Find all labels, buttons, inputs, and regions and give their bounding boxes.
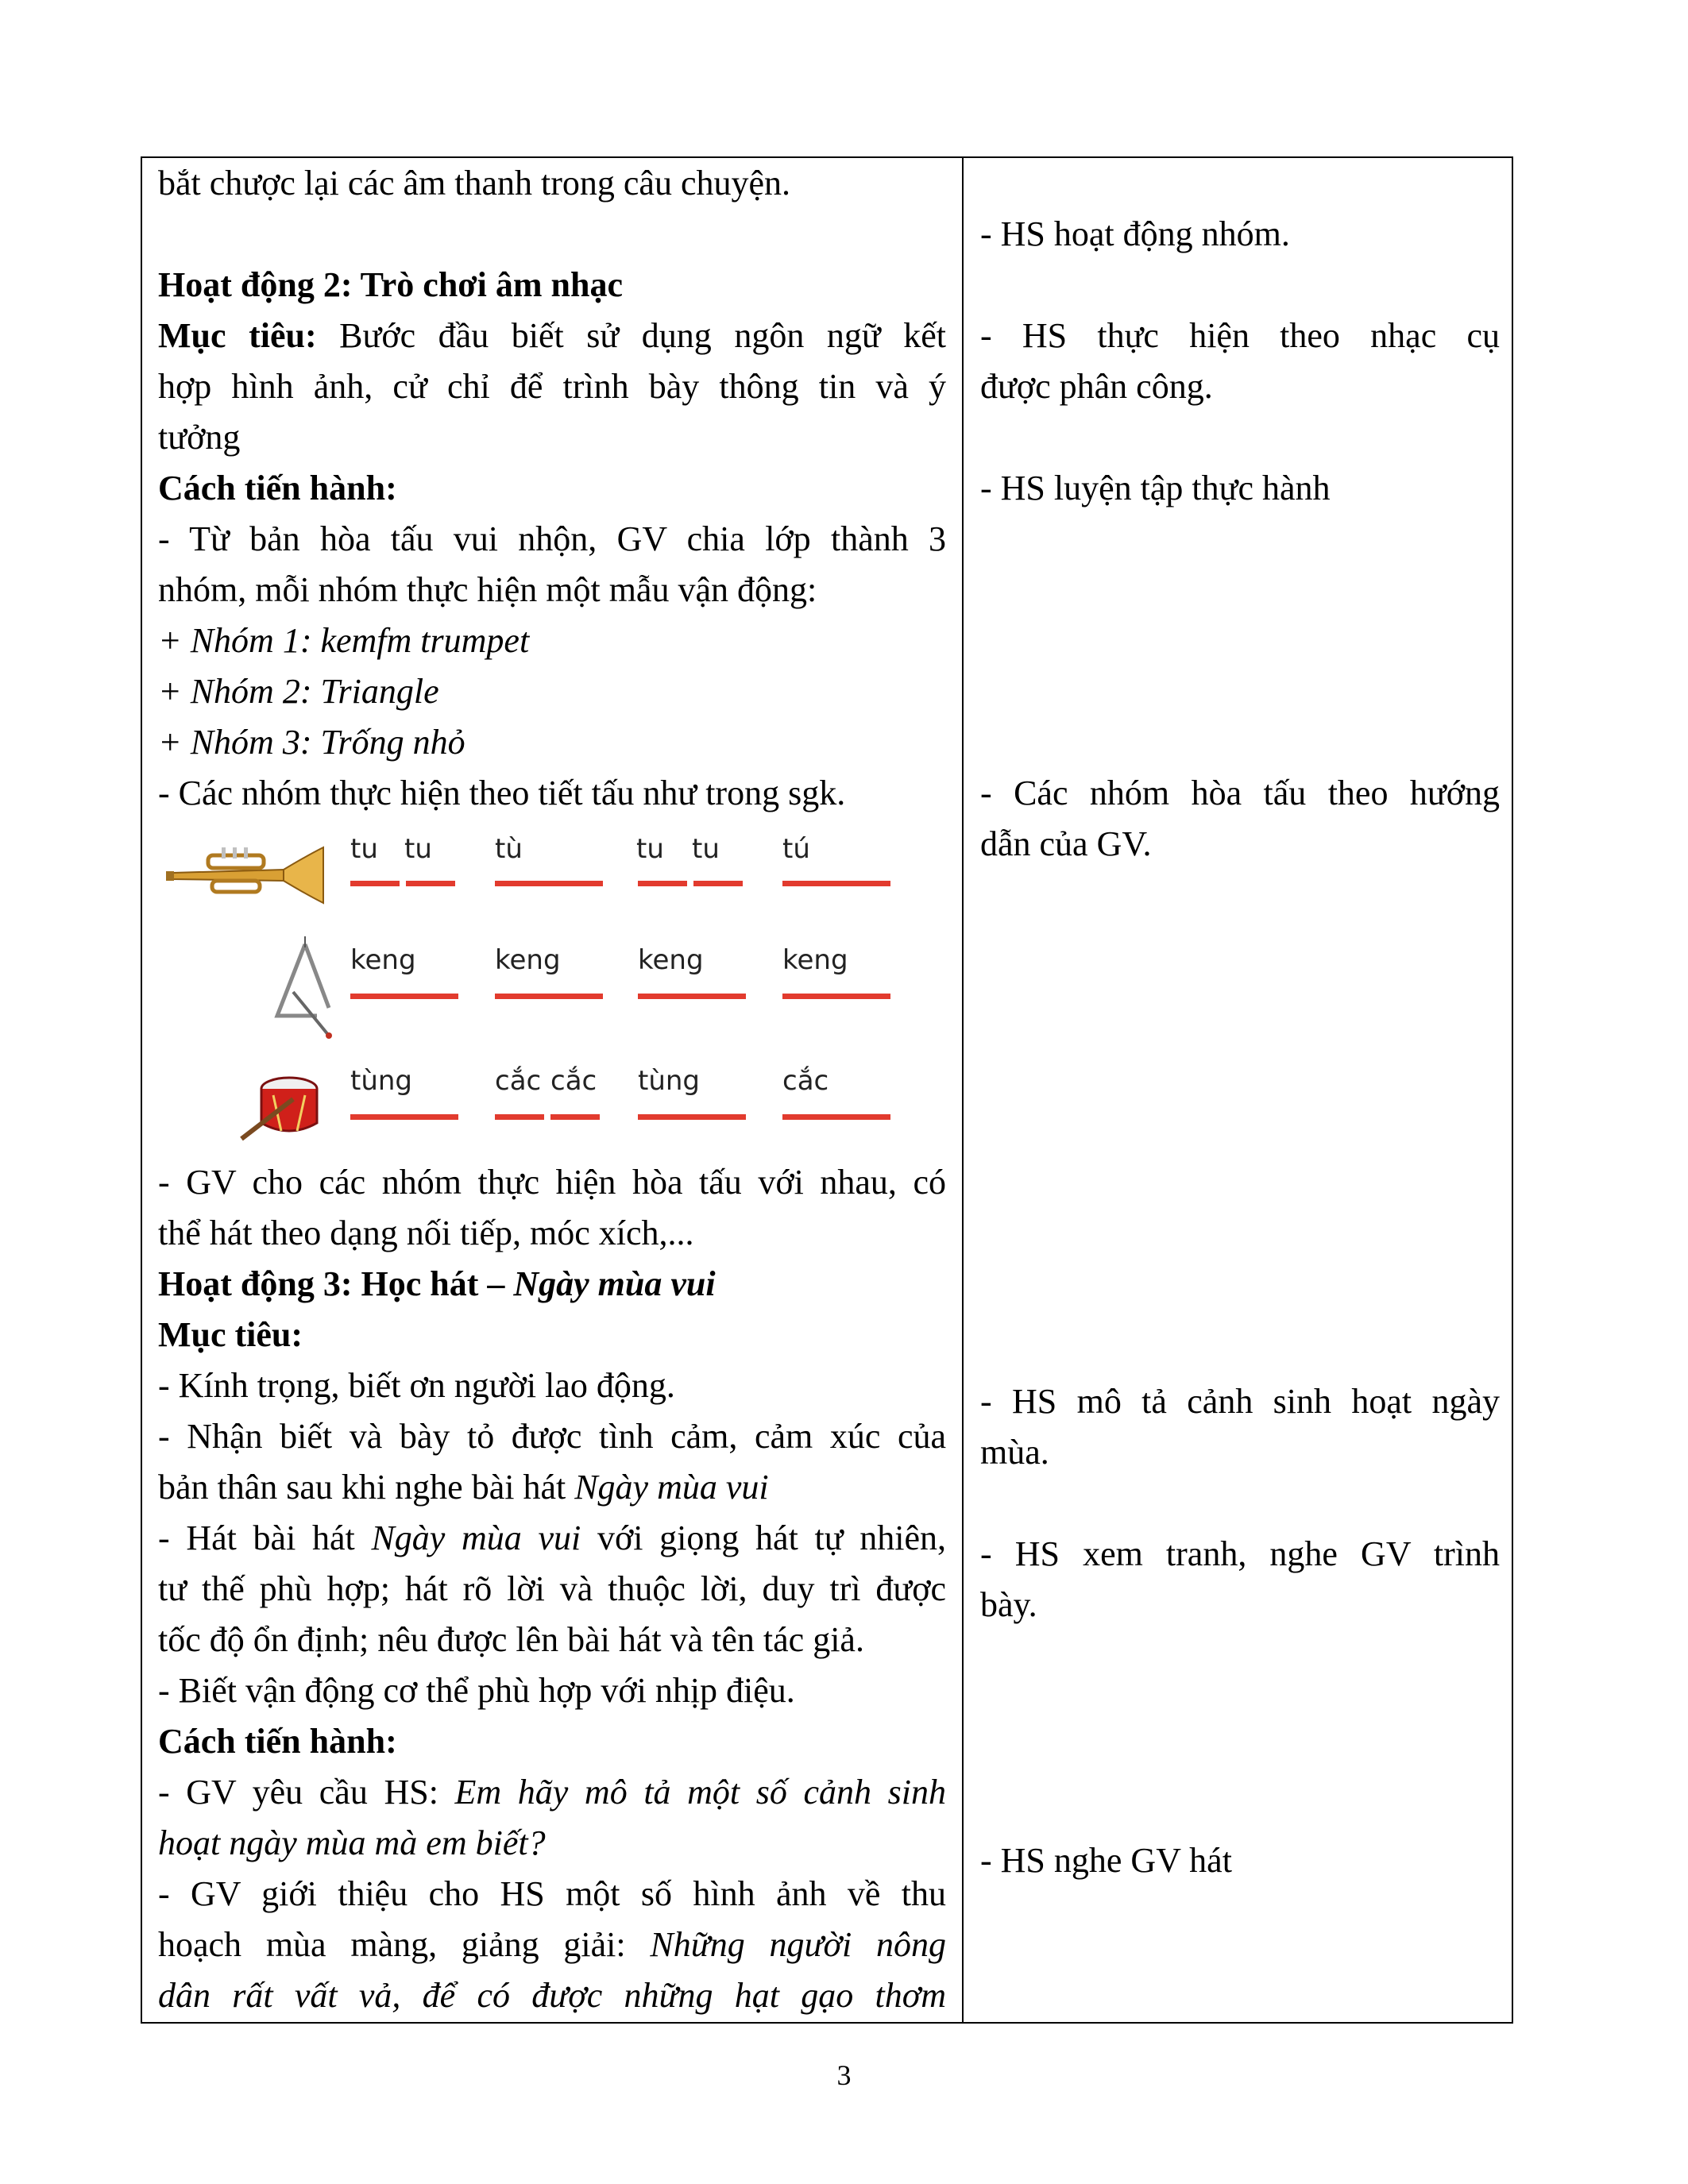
line-intro: bắt chược lại các âm thanh trong câu chuyện. <box>158 164 790 203</box>
rhythm-syllable: cắc <box>782 1065 829 1097</box>
rhythm-bar <box>638 1114 746 1120</box>
rhythm-bar <box>495 994 603 999</box>
rhythm-syllable: tu <box>350 833 378 865</box>
activity3-step2-line2: hoạch mùa màng, giảng giải: Những người nông <box>158 1925 946 1964</box>
student-activity-5-line2: mùa. <box>980 1433 1049 1472</box>
activity2-title: Hoạt động 2: Trò chơi âm nhạc <box>158 265 623 304</box>
activity3-title: Hoạt động 3: Học hát – Ngày mùa vui <box>158 1264 716 1303</box>
rhythm-bar <box>693 881 743 886</box>
rhythm-syllable: cắc <box>495 1065 542 1097</box>
activity3-goal3-line2: tư thế phù hợp; hát rõ lời và thuộc lời, duy trì được <box>158 1569 946 1608</box>
activity3-goal4: - Biết vận động cơ thể phù hợp với nhịp điệu. <box>158 1671 795 1710</box>
activity3-procedure-heading: Cách tiến hành: <box>158 1722 397 1761</box>
rhythm-bar <box>350 881 400 886</box>
activity3-step1-line2: hoạt ngày mùa mà em biết? <box>158 1823 546 1862</box>
group3-item: + Nhóm 3: Trống nhỏ <box>158 723 465 762</box>
student-activity-3: - HS luyện tập thực hành <box>980 469 1331 507</box>
student-activity-7: - HS nghe GV hát <box>980 1841 1232 1880</box>
rhythm-syllable: tu <box>404 833 432 865</box>
rhythm-syllable: tùng <box>638 1065 701 1097</box>
rhythm-syllable: tùng <box>350 1065 413 1097</box>
activity3-goal1: - Kính trọng, biết ơn người lao động. <box>158 1366 675 1405</box>
triangle-icon <box>269 936 341 1040</box>
activity2-step1-line1: - Từ bản hòa tấu vui nhộn, GV chia lớp thành 3 <box>158 519 946 558</box>
activity2-goal-line1: Mục tiêu: Bước đầu biết sử dụng ngôn ngữ kết <box>158 316 947 355</box>
rhythm-bar <box>638 994 746 999</box>
rhythm-syllable: tu <box>692 833 720 865</box>
activity2-goal-line2: hợp hình ảnh, cử chỉ để trình bày thông tin và ý <box>158 367 946 406</box>
rhythm-syllable: tu <box>636 833 664 865</box>
rhythm-bar <box>782 881 890 886</box>
group1-item: + Nhóm 1: kemfm trumpet <box>158 621 530 660</box>
rhythm-syllable: keng <box>495 944 561 976</box>
student-activity-1: - HS hoạt động nhóm. <box>980 214 1290 253</box>
activity2-step2: - Các nhóm thực hiện theo tiết tấu như trong sgk. <box>158 774 846 812</box>
trumpet-icon <box>164 839 331 911</box>
activity2-step1-line2: nhóm, mỗi nhóm thực hiện một mẫu vận động: <box>158 570 817 609</box>
rhythm-bar <box>495 1114 544 1120</box>
student-activity-6-line1: - HS xem tranh, nghe GV trình <box>980 1534 1500 1573</box>
rhythm-bar <box>550 1114 600 1120</box>
rhythm-syllable: keng <box>350 944 416 976</box>
column-divider <box>962 158 964 2022</box>
student-activity-2-line2: được phân công. <box>980 367 1213 406</box>
rhythm-figure <box>158 833 921 1143</box>
activity3-step1-line1: - GV yêu cầu HS: Em hãy mô tả một số cảnh sinh <box>158 1773 946 1812</box>
rhythm-syllable: keng <box>782 944 848 976</box>
activity3-step2-line1: - GV giới thiệu cho HS một số hình ảnh về thu <box>158 1874 946 1913</box>
activity2-step3-line1: - GV cho các nhóm thực hiện hòa tấu với nhau, có <box>158 1163 946 1202</box>
activity3-goal2-line1: - Nhận biết và bày tỏ được tình cảm, cảm xúc của <box>158 1417 946 1456</box>
procedure-heading: Cách tiến hành: <box>158 469 397 507</box>
activity2-goal-line3: tưởng <box>158 418 241 457</box>
rhythm-bar <box>638 881 687 886</box>
rhythm-bar <box>350 1114 458 1120</box>
rhythm-syllable: tù <box>495 833 523 865</box>
rhythm-bar <box>495 881 603 886</box>
activity3-goal-heading: Mục tiêu: <box>158 1315 303 1354</box>
rhythm-bar <box>406 881 455 886</box>
student-activity-5-line1: - HS mô tả cảnh sinh hoạt ngày <box>980 1382 1500 1421</box>
student-activity-2-line1: - HS thực hiện theo nhạc cụ <box>980 316 1500 355</box>
activity2-step3-line2: thể hát theo dạng nối tiếp, móc xích,... <box>158 1214 694 1252</box>
rhythm-bar <box>350 994 458 999</box>
rhythm-bar <box>782 1114 890 1120</box>
activity3-step2-line3: dân rất vất vả, để có được những hạt gạo thơm <box>158 1976 946 2015</box>
page-number: 3 <box>836 2059 852 2091</box>
rhythm-syllable: tú <box>782 833 810 865</box>
student-activity-4-line1: - Các nhóm hòa tấu theo hướng <box>980 774 1500 812</box>
group2-item: + Nhóm 2: Triangle <box>158 672 439 711</box>
activity3-goal2-line2: bản thân sau khi nghe bài hát Ngày mùa vui <box>158 1468 769 1507</box>
lesson-table <box>141 156 1513 2024</box>
rhythm-syllable: cắc <box>550 1065 597 1097</box>
student-activity-4-line2: dẫn của GV. <box>980 824 1152 863</box>
rhythm-bar <box>782 994 890 999</box>
student-activity-6-line2: bày. <box>980 1585 1037 1624</box>
activity3-goal3-line3: tốc độ ổn định; nêu được lên bài hát và tên tác giả. <box>158 1620 864 1659</box>
rhythm-syllable: keng <box>638 944 704 976</box>
drum-icon <box>238 1071 325 1143</box>
activity3-goal3-line1: - Hát bài hát Ngày mùa vui với giọng hát tự nhiên, <box>158 1518 946 1557</box>
